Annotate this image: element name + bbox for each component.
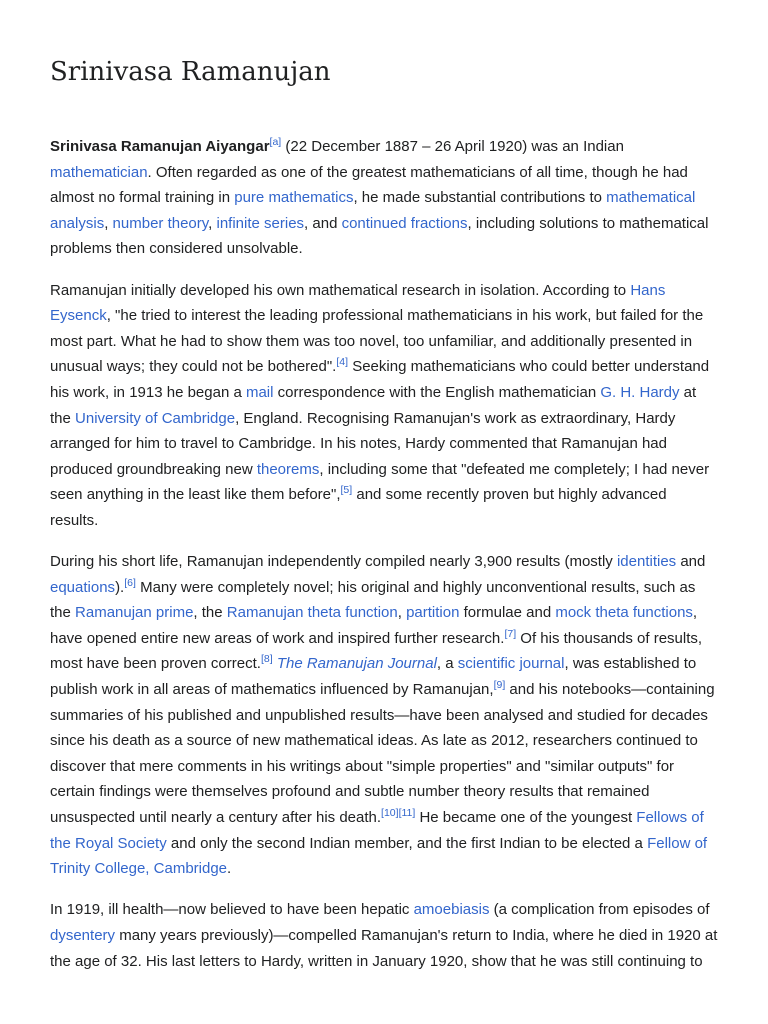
link-equations[interactable]: equations xyxy=(50,578,116,596)
text-run: summaries of his published and unpublished results—have been analysed and studied for decades xyxy=(50,706,708,724)
text-run: , and xyxy=(304,214,342,232)
text-line xyxy=(50,549,730,575)
link-ramanujan-prime[interactable]: Ramanujan prime xyxy=(75,604,194,622)
text-line xyxy=(50,856,730,882)
text-line xyxy=(50,754,730,780)
citation-ref-10 xyxy=(381,807,399,819)
text-line xyxy=(50,482,730,508)
text-run: correspondence with the English mathematician xyxy=(273,383,601,401)
text-run: seen anything in the least like them before", xyxy=(50,486,341,504)
text-line xyxy=(50,626,730,652)
text-run: and only the second Indian member, and the first Indian to be elected a xyxy=(166,834,648,852)
link-mock-theta-functions[interactable]: mock theta functions xyxy=(555,604,693,622)
link-mail[interactable]: mail xyxy=(245,383,274,401)
text-run: his work, in 1913 he began a xyxy=(50,383,246,401)
text-run: unusual ways; they could not be bothered". xyxy=(50,358,337,376)
text-run: . xyxy=(227,860,232,878)
text-line xyxy=(50,805,730,831)
citation-ref-8 xyxy=(261,653,273,665)
link-university-of-cambridge[interactable]: University of Cambridge xyxy=(75,409,236,427)
text-run: , a xyxy=(436,655,458,673)
text-line xyxy=(50,431,730,457)
text-run: , xyxy=(397,604,407,622)
paragraph-1 xyxy=(50,134,730,262)
citation-link-ref-7[interactable]: [7] xyxy=(504,627,517,640)
text-line xyxy=(50,728,730,754)
citation-link-ref-10[interactable]: [10] xyxy=(381,807,399,820)
text-run: arranged for him to travel to Cambridge. In his notes, Hardy commented that Ramanujan had xyxy=(50,435,667,453)
link-fellows-of-the-royal-society[interactable]: Fellows of xyxy=(636,809,704,827)
citation-ref-11 xyxy=(399,807,416,819)
text-line xyxy=(50,575,730,601)
text-run: produced groundbreaking new xyxy=(50,460,257,478)
citation-ref-9 xyxy=(494,679,506,691)
text-run: ). xyxy=(115,578,125,596)
citation-link-ref-9[interactable]: [9] xyxy=(493,679,506,692)
text-run: discover that mere comments in his writings about "simple properties" and "similar outputs" for xyxy=(50,757,675,775)
citation-ref-5 xyxy=(341,484,353,496)
text-line xyxy=(50,677,730,703)
text-run: almost no formal training in xyxy=(50,189,235,207)
text-run: at xyxy=(679,383,697,401)
citation-ref-6 xyxy=(124,577,136,589)
citation-link-ref-6[interactable]: [6] xyxy=(124,576,136,589)
text-line xyxy=(50,160,730,186)
link-mathematician[interactable]: mathematician xyxy=(50,163,148,181)
text-run: Ramanujan initially developed his own mathematical research in isolation. According to xyxy=(50,281,631,299)
text-line xyxy=(50,779,730,805)
text-run: Seeking mathematicians who could better understand xyxy=(348,358,710,376)
link-g-h-hardy[interactable]: G. H. Hardy xyxy=(600,383,680,401)
text-run: In 1919, ill health—now believed to have been hepatic xyxy=(50,901,414,919)
text-run: unsuspected until nearly a century after his death. xyxy=(50,809,382,827)
text-run: formulae and xyxy=(459,604,556,622)
text-run: the xyxy=(50,409,76,427)
text-run: the age of 32. His last letters to Hardy, written in January 1920, show that he was still continuing to xyxy=(50,952,703,970)
text-run: , including some that "defeated me completely; I had never xyxy=(319,460,710,478)
text-line xyxy=(50,508,730,534)
text-run: and xyxy=(676,553,706,571)
text-line xyxy=(50,211,730,237)
link-mathematical-analysis[interactable]: mathematical xyxy=(606,189,696,207)
text-run: problems then considered unsolvable. xyxy=(50,240,303,258)
text-run: results. xyxy=(50,511,99,529)
text-line xyxy=(50,651,730,677)
text-run: , he made substantial contributions to xyxy=(353,189,607,207)
text-run: (a complication from episodes of xyxy=(489,901,710,919)
text-run: the xyxy=(50,604,76,622)
link-mathematical-analysis[interactable]: analysis xyxy=(50,214,105,232)
text-run: , xyxy=(208,214,217,232)
citation-ref-4 xyxy=(336,356,348,368)
citation-ref-a xyxy=(270,136,282,148)
paragraph-2 xyxy=(50,278,730,534)
text-run: , xyxy=(692,604,698,622)
link-scientific-journal[interactable]: scientific journal xyxy=(457,655,565,673)
text-run: , "he tried to interest the leading professional mathematicians in his work, but failed for the xyxy=(106,307,704,325)
text-run: Of his thousands of results, xyxy=(516,629,703,647)
text-line xyxy=(50,406,730,432)
citation-link-ref-11[interactable]: [11] xyxy=(398,807,416,820)
citation-link-ref-4[interactable]: [4] xyxy=(336,356,349,369)
bold-article-name: Srinivasa Ramanujan Aiyangar xyxy=(50,138,270,155)
link-number-theory[interactable]: number theory xyxy=(112,214,209,232)
text-run: , xyxy=(104,214,113,232)
text-line xyxy=(50,600,730,626)
text-run: certain findings were themselves profound and subtle number theory results that remained xyxy=(50,783,650,801)
link-fellow-of-trinity-college[interactable]: Trinity College, Cambridge xyxy=(50,860,228,878)
link-dysentery[interactable]: dysentery xyxy=(50,927,116,944)
text-line xyxy=(50,278,730,304)
text-line xyxy=(50,185,730,211)
link-hans-eysenck[interactable]: Eysenck xyxy=(50,307,107,325)
paragraph-4 xyxy=(50,897,730,974)
text-run: , England. Recognising Ramanujan's work as extraordinary, Hardy xyxy=(235,409,676,427)
text-run: (22 December 1887 – 26 April 1920) was an Indian xyxy=(281,138,624,155)
citation-link-ref-8[interactable]: [8] xyxy=(260,653,273,666)
text-run: most have been proven correct. xyxy=(50,655,261,673)
text-run: , including solutions to mathematical xyxy=(467,214,709,232)
text-line xyxy=(50,380,730,406)
citation-link-ref-a[interactable]: [a] xyxy=(269,136,282,148)
text-line xyxy=(50,703,730,729)
text-line xyxy=(50,923,730,949)
text-run: . Often regarded as one of the greatest mathematicians of all time, though he had xyxy=(147,163,688,181)
link-infinite-series[interactable]: infinite series xyxy=(216,214,305,232)
text-run: have opened entire new areas of work and inspired further research. xyxy=(50,629,505,647)
text-run: and his notebooks—containing xyxy=(505,681,715,699)
text-line xyxy=(50,354,730,380)
citation-ref-7 xyxy=(504,628,516,640)
text-line xyxy=(50,303,730,329)
text-run: He became one of the youngest xyxy=(415,809,637,827)
paragraph-3 xyxy=(50,549,730,882)
link-theorems[interactable]: theorems xyxy=(256,460,320,478)
text-run: and some recently proven but highly advanced xyxy=(352,486,667,504)
text-run: many years previously)—compelled Ramanujan's return to India, where he died in 1920 at xyxy=(115,927,718,944)
citation-link-ref-5[interactable]: [5] xyxy=(340,484,353,497)
link-the-ramanujan-journal[interactable]: The Ramanujan Journal xyxy=(276,655,437,673)
text-line xyxy=(50,236,730,262)
link-partition[interactable]: partition xyxy=(406,604,460,622)
page-title: Srinivasa Ramanujan xyxy=(50,57,331,87)
link-fellow-of-trinity-college[interactable]: Fellow of xyxy=(647,834,708,852)
link-pure-mathematics[interactable]: pure mathematics xyxy=(234,189,354,207)
text-line xyxy=(50,831,730,857)
link-ramanujan-theta-function[interactable]: Ramanujan theta function xyxy=(226,604,398,622)
text-line xyxy=(50,949,730,975)
text-run: , was established to xyxy=(564,655,697,673)
text-run: most part. What he had to show them was too novel, too unfamiliar, and additionally presented in xyxy=(50,332,693,350)
text-run: publish work in all areas of mathematics influenced by Ramanujan, xyxy=(50,681,494,699)
link-hans-eysenck[interactable]: Hans xyxy=(630,281,666,299)
text-line xyxy=(50,134,730,160)
text-run: During his short life, Ramanujan independently compiled nearly 3,900 results (mostly xyxy=(50,553,617,571)
text-line xyxy=(50,329,730,355)
text-run: , the xyxy=(193,604,227,622)
link-fellows-of-the-royal-society[interactable]: the Royal Society xyxy=(50,834,167,852)
link-amoebiasis[interactable]: amoebiasis xyxy=(413,901,490,919)
link-identities[interactable]: identities xyxy=(616,553,677,571)
text-run: Many were completely novel; his original and highly unconventional results, such as xyxy=(135,578,696,596)
link-continued-fractions[interactable]: continued fractions xyxy=(341,214,468,232)
text-line xyxy=(50,897,730,923)
text-run: since his death as a source of new mathematical ideas. As late as 2012, researchers continued to xyxy=(50,732,698,750)
article-body xyxy=(50,134,730,974)
text-line xyxy=(50,457,730,483)
